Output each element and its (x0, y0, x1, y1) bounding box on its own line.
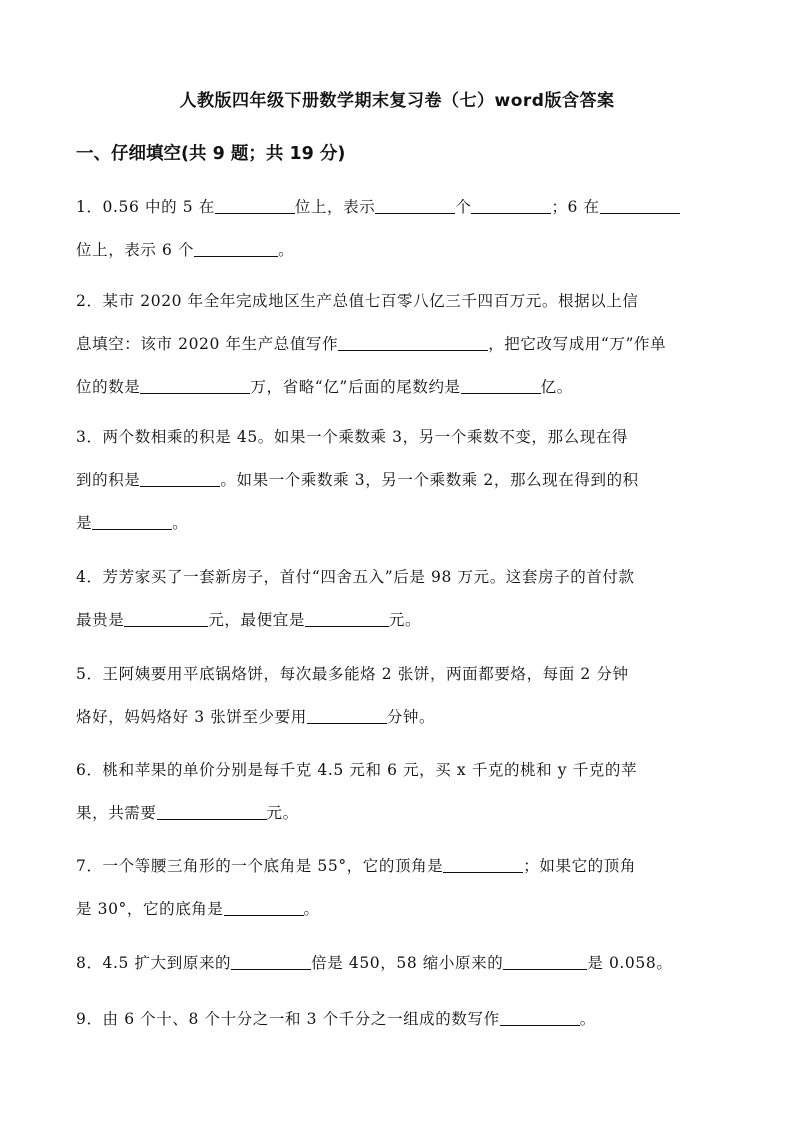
question-text: 烙好，妈妈烙好 3 张饼至少要用 (76, 708, 307, 726)
question-text: 5．王阿姨要用平底锅烙饼，每次最多能烙 2 张饼，两面都要烙，每面 2 分钟 (76, 665, 629, 683)
answer-blank[interactable] (503, 953, 587, 970)
question-text: ；6 在 (551, 198, 600, 216)
question-7 (76, 845, 716, 931)
question-text: 倍是 450，58 缩小原来的 (311, 954, 504, 972)
question-text: 分钟。 (386, 708, 436, 726)
answer-blank[interactable] (471, 197, 551, 214)
question-text: 果，共需要 (76, 804, 157, 822)
question-text: 。 (172, 514, 189, 532)
answer-blank[interactable] (194, 240, 278, 257)
answer-blank[interactable] (224, 899, 304, 916)
question-text: 位上，表示 6 个 (76, 241, 195, 259)
answer-blank[interactable] (305, 610, 389, 627)
question-text: 是 0.058。 (587, 954, 673, 972)
question-text: 最贵是 (76, 611, 125, 629)
answer-blank[interactable] (600, 197, 680, 214)
question-3 (76, 416, 716, 545)
question-text: 9．由 6 个十、8 个十分之一和 3 个千分之一组成的数写作 (76, 1010, 500, 1028)
question-9 (76, 998, 716, 1041)
question-2 (76, 280, 716, 409)
document-title: 人教版四年级下册数学期末复习卷（七）word版含答案 (179, 91, 615, 111)
answer-blank[interactable] (443, 856, 523, 873)
question-text: ，把它改写成用“万”作单 (488, 335, 667, 353)
question-8 (76, 942, 716, 985)
answer-blank[interactable] (215, 197, 295, 214)
question-text: 元。 (388, 611, 422, 629)
question-4 (76, 556, 716, 642)
question-text: 7．一个等腰三角形的一个底角是 55°，它的顶角是 (76, 857, 444, 875)
question-text: 是 (76, 514, 93, 532)
answer-blank[interactable] (140, 377, 250, 394)
answer-blank[interactable] (231, 953, 311, 970)
question-1 (76, 186, 716, 272)
question-text: 亿。 (540, 378, 573, 396)
answer-blank[interactable] (500, 1009, 580, 1026)
question-5 (76, 653, 716, 739)
section-heading: 一、仔细填空(共 9 题；共 19 分) (76, 144, 346, 164)
answer-blank[interactable] (338, 334, 488, 351)
question-text: 。 (579, 1010, 596, 1028)
question-text: 元，最便宜是 (208, 611, 305, 629)
question-text: 3．两个数相乘的积是 45。如果一个乘数乘 3，另一个乘数不变，那么现在得 (76, 428, 629, 446)
question-text: 8．4.5 扩大到原来的 (76, 954, 232, 972)
question-text: 个 (455, 198, 472, 216)
question-text: 是 30°，它的底角是 (76, 900, 224, 918)
question-text: ；如果它的顶角 (523, 857, 636, 875)
answer-blank[interactable] (140, 470, 220, 487)
question-text: 位上，表示 (294, 198, 376, 216)
question-text: 。如果一个乘数乘 3，另一个乘数乘 2，那么现在得到的积 (220, 471, 639, 489)
answer-blank[interactable] (461, 377, 541, 394)
question-text: 1．0.56 中的 5 在 (76, 198, 215, 216)
question-text: 2．某市 2020 年全年完成地区生产总值七百零八亿三千四百万元。根据以上信 (76, 292, 639, 310)
question-text: 。 (303, 900, 320, 918)
question-text: 4．芳芳家买了一套新房子，首付“四舍五入”后是 98 万元。这套房子的首付款 (76, 568, 635, 586)
question-text: 元。 (266, 804, 299, 822)
question-text: 位的数是 (76, 378, 141, 396)
answer-blank[interactable] (92, 513, 172, 530)
question-text: 到的积是 (76, 471, 141, 489)
question-6 (76, 749, 716, 835)
question-text: 。 (278, 241, 295, 259)
answer-blank[interactable] (124, 610, 208, 627)
answer-blank[interactable] (375, 197, 455, 214)
question-text: 息填空：该市 2020 年生产总值写作 (76, 335, 339, 353)
question-text: 万，省略“亿”后面的尾数约是 (250, 378, 461, 396)
answer-blank[interactable] (307, 707, 387, 724)
question-text: 6．桃和苹果的单价分别是每千克 4.5 元和 6 元，买 x 千克的桃和 y 千克的苹 (76, 761, 638, 779)
answer-blank[interactable] (157, 803, 267, 820)
